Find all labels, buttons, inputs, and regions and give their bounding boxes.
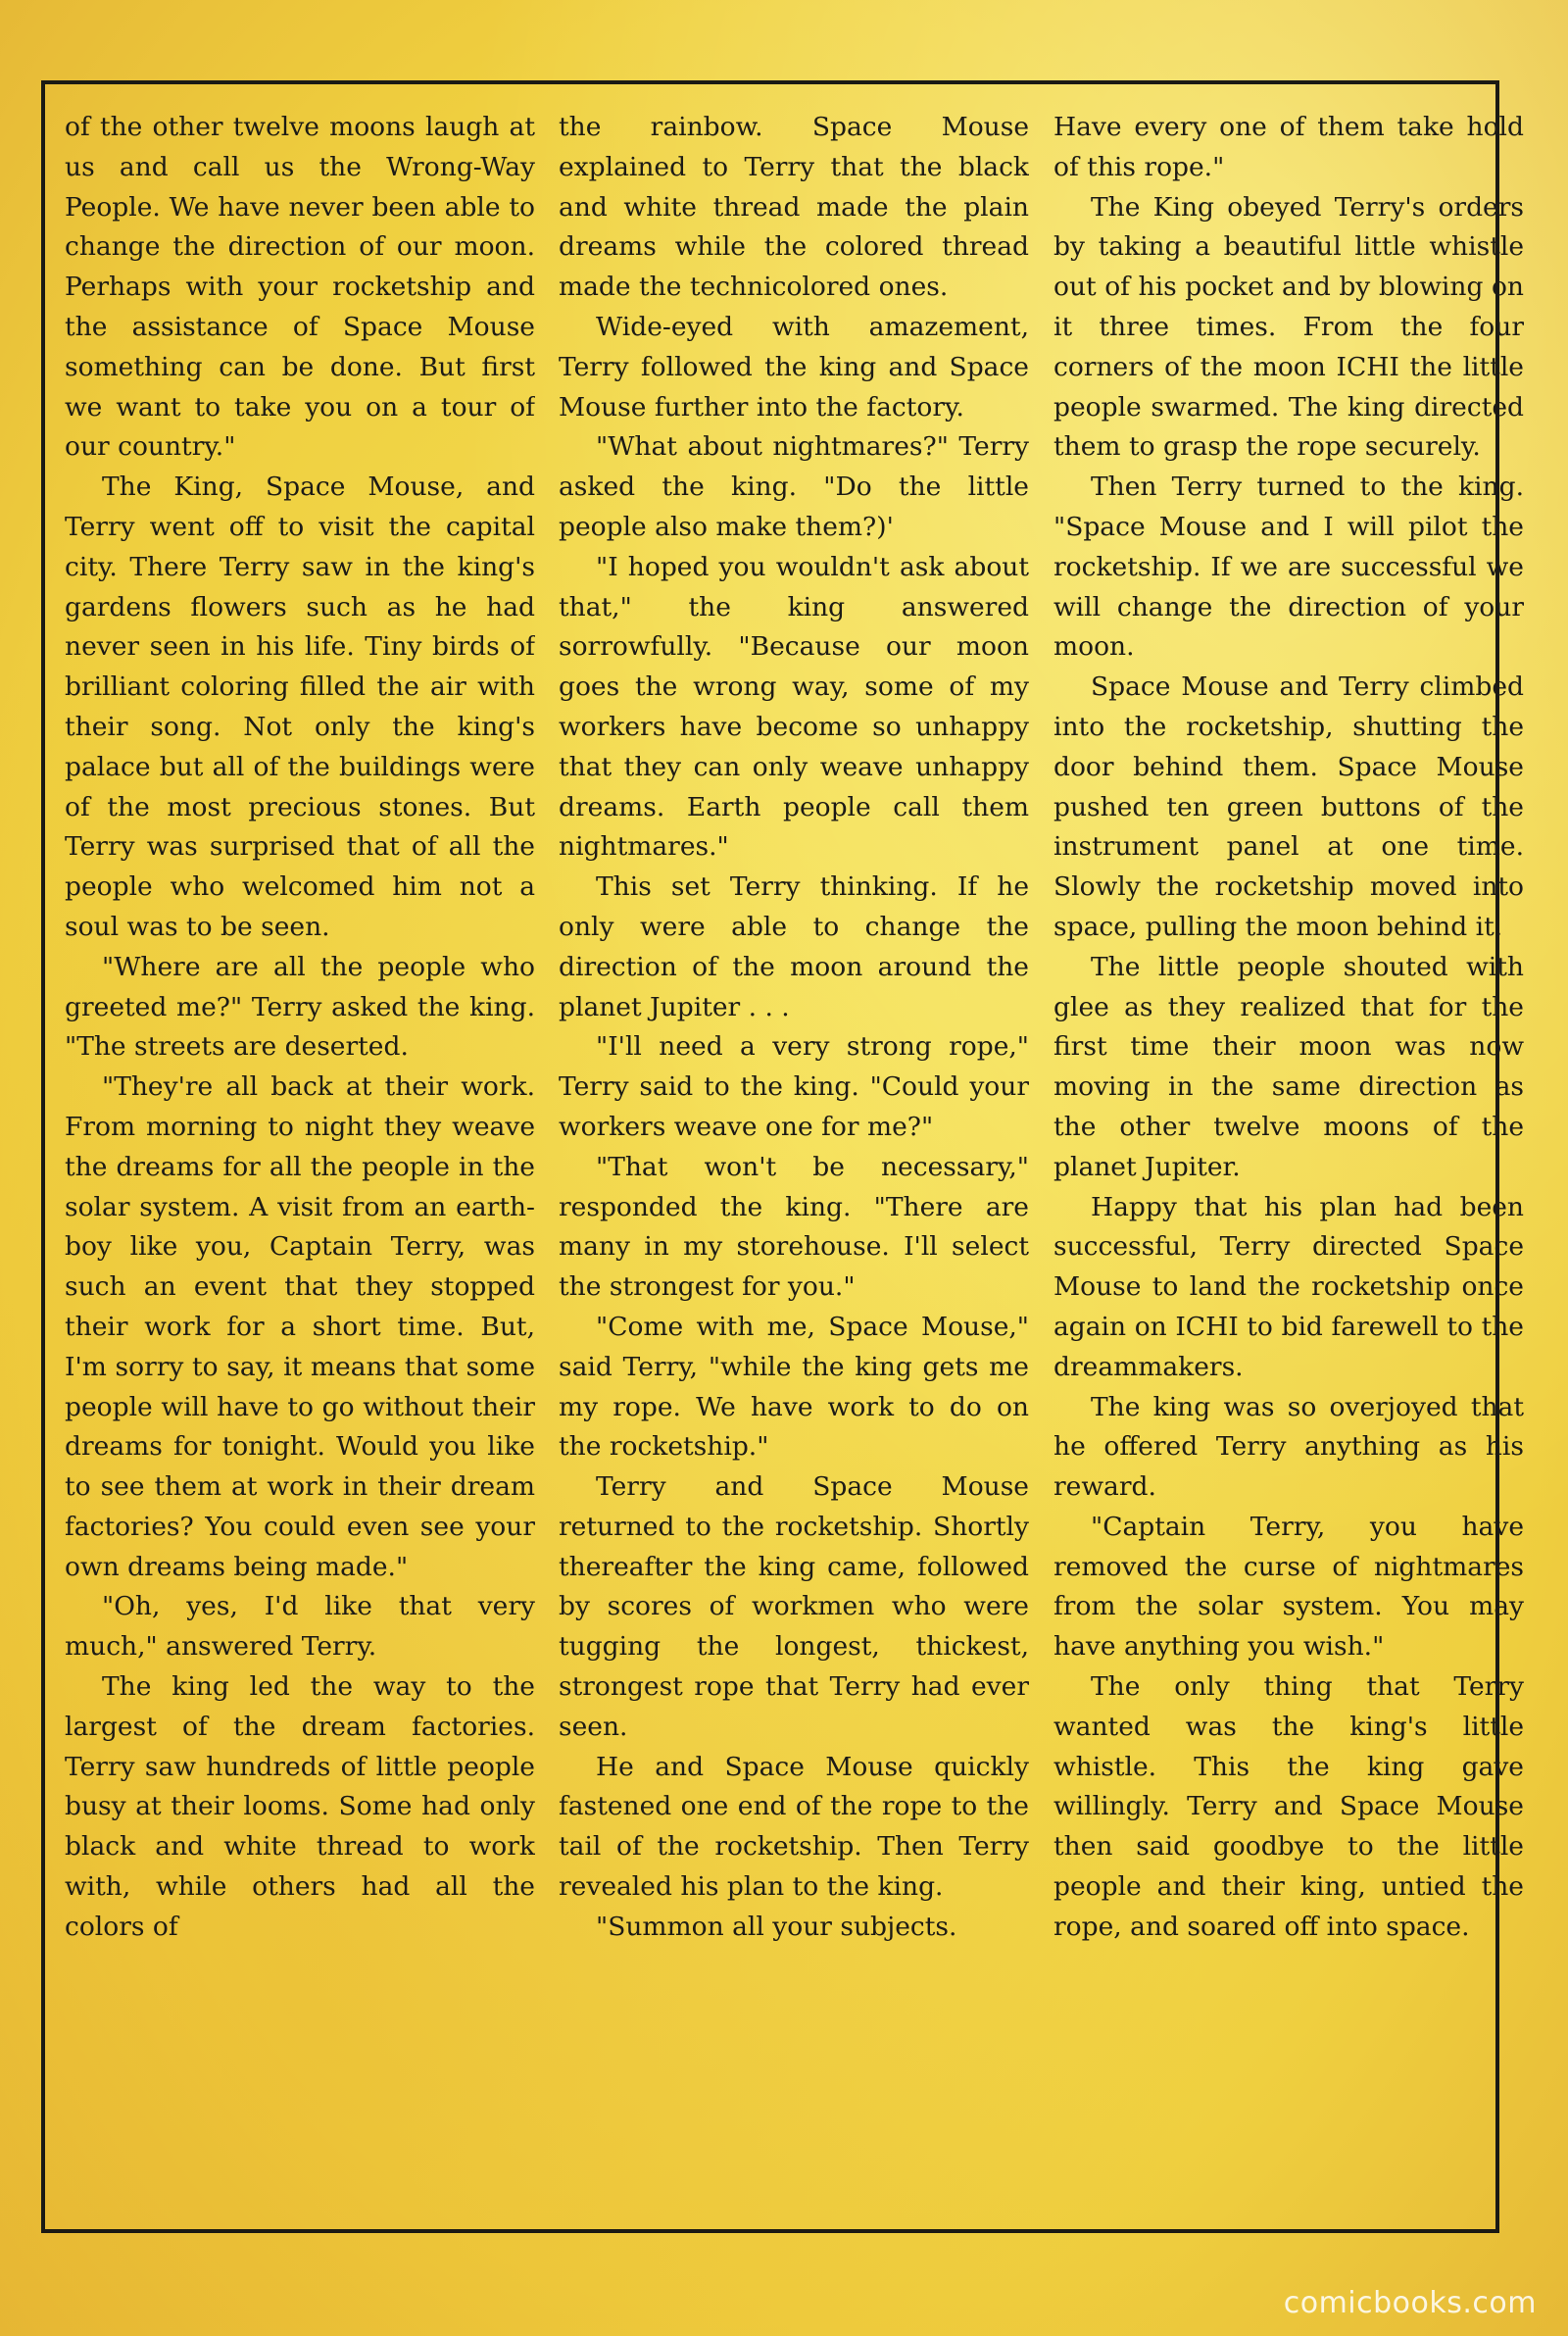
paragraph: "I hoped you wouldn't ask about that," the king answered sorrowfully. "Because our moon goes the wrong way, some of my workers have become so unhappy that they can only weave unhappy dreams. Earth people call them nightmares." [559, 551, 1029, 863]
text-column-2 [559, 108, 1029, 2206]
paragraph: Terry and Space Mouse returned to the rocketship. Shortly thereafter the king came, followed by scores of workmen who were tugging the longest, thickest, strongest rope that Terry had ever seen. [559, 1471, 1029, 1742]
paragraph: Space Mouse and Terry climbed into the rocketship, shutting the door behind them. Space Mouse pushed ten green buttons of the instrument panel at one time. Slowly the rocketship moved into space, pulling the moon behind it. [1054, 671, 1524, 942]
paragraph: The King obeyed Terry's orders by taking a beautiful little whistle out of his pocket and by blowing on it three times. From the four corners of the moon ICHI the little people swarmed. The king directed them to grasp the rope securely. [1054, 191, 1524, 463]
paragraph: "What about nightmares?" Terry asked the king. "Do the little people also make them?)' [559, 431, 1029, 542]
paragraph: The little people shouted with glee as they realized that for the first time their moon was now moving in the same direction as the other twelve moons of the planet Jupiter. [1054, 951, 1524, 1182]
paragraph: This set Terry thinking. If he only were able to change the direction of the moon around the planet Jupiter . . . [559, 871, 1029, 1022]
paragraph: "That won't be necessary," responded the king. "There are many in my storehouse. I'll select the strongest for you." [559, 1151, 1029, 1303]
text-column-3 [1054, 108, 1524, 2206]
paragraph: "Oh, yes, I'd like that very much," answered Terry. [65, 1591, 535, 1663]
site-watermark: comicbooks.com [1283, 2286, 1537, 2320]
paragraph: Have every one of them take hold of this rope." [1054, 112, 1524, 182]
paragraph: The king led the way to the largest of the dream factories. Terry saw hundreds of little people busy at their looms. Some had only black and white thread to work with, while others had all the colors of [65, 1671, 535, 1942]
paragraph: Then Terry turned to the king. "Space Mouse and I will pilot the rocketship. If we are successful we will change the direction of your moon. [1054, 472, 1524, 663]
text-column-1 [65, 108, 535, 2206]
paragraph: The only thing that Terry wanted was the king's little whistle. This the king gave willingly. Terry and Space Mouse then said goodbye to the little people and their king, untied the rope, and soared off into space. [1054, 1671, 1524, 1942]
paragraph: "Summon all your subjects. [596, 1911, 957, 1942]
paragraph: of the other twelve moons laugh at us and call us the Wrong-Way People. We have never been able to change the direction of our moon. Perhaps with your rocketship and the assistance of Space Mouse something can be done. But first we want to take you on a tour of our country." [65, 112, 535, 463]
paragraph: "Come with me, Space Mouse," said Terry, "while the king gets me my rope. We have work to do on the rocketship." [559, 1311, 1029, 1463]
paragraph: The king was so overjoyed that he offered Terry anything as his reward. [1054, 1391, 1524, 1503]
paragraph: "They're all back at their work. From morning to night they weave the dreams for all the people in the solar system. A visit from an earth-boy like you, Captain Terry, was such an event that they stopped their work for a short time. But, I'm sorry to say, it means that some people will have to go without their dreams for tonight. Would you like to see them at work in their dream factories? You could even see your own dreams being made." [65, 1071, 535, 1582]
paragraph: He and Space Mouse quickly fastened one end of the rope to the tail of the rocketship. Then Terry revealed his plan to the king. [559, 1751, 1029, 1903]
paragraph: Wide-eyed with amazement, Terry followed the king and Space Mouse further into the factory. [559, 311, 1029, 422]
paragraph: "I'll need a very strong rope," Terry said to the king. "Could your workers weave one for me?" [559, 1031, 1029, 1142]
paragraph: the rainbow. Space Mouse explained to Terry that the black and white thread made the plain dreams while the colored thread made the technicolored ones. [559, 112, 1029, 303]
paragraph: The King, Space Mouse, and Terry went off to visit the capital city. There Terry saw in the king's gardens flowers such as he had never seen in his life. Tiny birds of brilliant coloring filled the air with their song. Not only the king's palace but all of the buildings were of the most precious stones. But Terry was surprised that of all the people who welcomed him not a soul was to be seen. [65, 472, 535, 942]
paragraph: "Where are all the people who greeted me?" Terry asked the king. "The streets are deserted. [65, 951, 535, 1063]
paragraph: "Captain Terry, you have removed the curse of nightmares from the solar system. You may have anything you wish." [1054, 1511, 1524, 1663]
paragraph: Happy that his plan had been successful, Terry directed Space Mouse to land the rocketship once again on ICHI to bid farewell to the dreammakers. [1054, 1191, 1524, 1382]
